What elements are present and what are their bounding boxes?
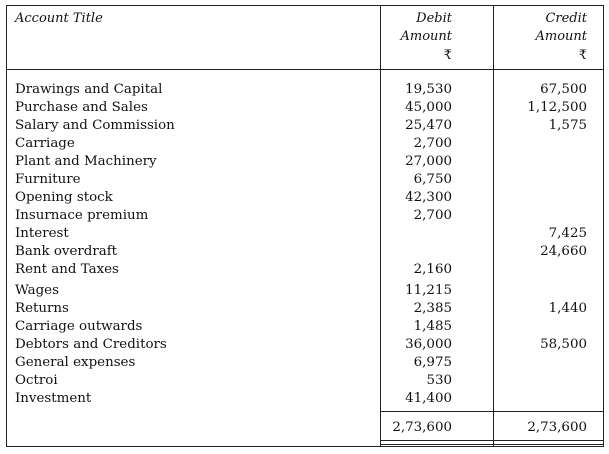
debit-amount-cell: 1,485 [413,319,452,334]
credit-total: 2,73,600 [527,420,587,435]
totals-separator [380,411,603,412]
table-row [7,282,603,300]
account-title-cell: Interest [15,226,69,241]
trial-balance-table [6,5,604,447]
account-title-cell: Plant and Machinery [15,154,157,169]
credit-amount-cell: 7,425 [548,226,587,241]
header-separator [7,69,603,70]
debit-amount-cell: 19,530 [405,82,452,97]
table-row [7,390,603,408]
debit-total: 2,73,600 [392,420,452,435]
debit-amount-cell: 530 [426,373,452,388]
table-row [7,207,603,225]
account-title-cell: General expenses [15,355,136,370]
credit-amount-cell: 58,500 [540,337,587,352]
debit-total-double-line [380,440,493,445]
credit-amount-cell: 1,12,500 [527,100,587,115]
debit-amount-cell: 6,975 [413,355,452,370]
account-title-cell: Insurnace premium [15,208,149,223]
credit-amount-cell: 67,500 [540,82,587,97]
debit-amount-cell: 25,470 [405,118,452,133]
credit-amount-cell: 24,660 [540,244,587,259]
debit-amount-cell: 42,300 [405,190,452,205]
credit-currency-symbol: ₹ [578,48,587,63]
table-row [7,117,603,135]
table-row [7,225,603,243]
debit-amount-cell: 2,160 [413,262,452,277]
debit-amount-cell: 2,700 [413,136,452,151]
account-title-cell: Carriage outwards [15,319,143,334]
table-row [7,372,603,390]
debit-amount-cell: 27,000 [405,154,452,169]
credit-amount-cell: 1,575 [548,118,587,133]
table-row [7,354,603,372]
table-row [7,153,603,171]
account-title-header: Account Title [15,11,103,26]
credit-amount-cell: 1,440 [548,301,587,316]
debit-amount-cell: 45,000 [405,100,452,115]
account-title-cell: Rent and Taxes [15,262,119,277]
account-title-cell: Debtors and Creditors [15,337,167,352]
account-title-cell: Carriage [15,136,75,151]
debit-amount-cell: 2,700 [413,208,452,223]
table-row [7,336,603,354]
debit-amount-cell: 41,400 [405,391,452,406]
table-row [7,261,603,279]
debit-header-amount: Amount [400,29,452,44]
table-row [7,243,603,261]
account-title-cell: Returns [15,301,69,316]
debit-currency-symbol: ₹ [443,48,452,63]
account-title-cell: Investment [15,391,92,406]
account-title-cell: Purchase and Sales [15,100,148,115]
account-title-cell: Opening stock [15,190,113,205]
debit-amount-cell: 6,750 [413,172,452,187]
account-title-cell: Drawings and Capital [15,82,163,97]
account-title-cell: Furniture [15,172,81,187]
account-title-cell: Salary and Commission [15,118,175,133]
table-row [7,81,603,99]
table-row [7,300,603,318]
table-row [7,135,603,153]
table-row [7,99,603,117]
credit-header: Credit [545,11,587,26]
debit-amount-cell: 11,215 [405,283,452,298]
table-row [7,318,603,336]
account-title-cell: Wages [15,283,59,298]
debit-amount-cell: 36,000 [405,337,452,352]
table-row [7,189,603,207]
credit-header-amount: Amount [535,29,587,44]
credit-total-double-line [493,440,604,445]
account-title-cell: Octroi [15,373,58,388]
table-row [7,171,603,189]
debit-amount-cell: 2,385 [413,301,452,316]
account-title-cell: Bank overdraft [15,244,118,259]
debit-header: Debit [416,11,452,26]
